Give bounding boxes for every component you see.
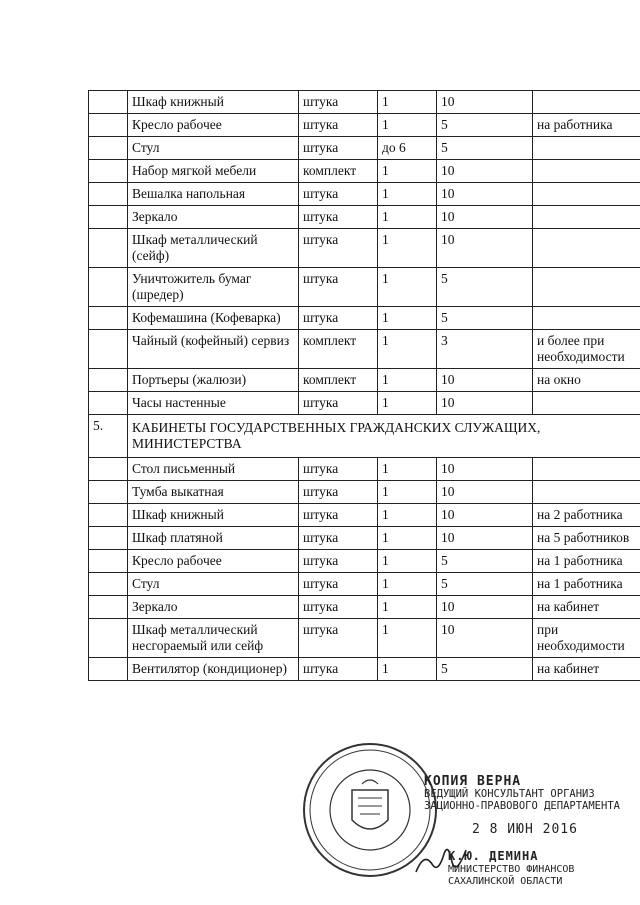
service-term-cell: 5	[437, 307, 533, 330]
unit-cell: штука	[299, 504, 378, 527]
row-number-cell	[89, 458, 128, 481]
note-cell: на 5 работников	[533, 527, 640, 550]
item-name-cell: Кофемашина (Кофеварка)	[128, 307, 299, 330]
unit-cell: штука	[299, 206, 378, 229]
item-name-cell: Шкаф книжный	[128, 91, 299, 114]
row-number-cell	[89, 658, 128, 681]
note-cell	[533, 183, 640, 206]
unit-cell: штука	[299, 481, 378, 504]
note-cell: на 1 работника	[533, 573, 640, 596]
unit-cell: штука	[299, 392, 378, 415]
quantity-cell: 1	[378, 658, 437, 681]
quantity-cell: 1	[378, 330, 437, 369]
quantity-cell: 1	[378, 114, 437, 137]
table-row	[89, 307, 640, 330]
note-cell: и более при необходимости	[533, 330, 640, 369]
quantity-cell: 1	[378, 206, 437, 229]
item-name-cell: Набор мягкой мебели	[128, 160, 299, 183]
item-name-cell: Кресло рабочее	[128, 550, 299, 573]
note-cell: на кабинет	[533, 658, 640, 681]
unit-cell: штука	[299, 596, 378, 619]
note-cell	[533, 137, 640, 160]
row-number-cell	[89, 307, 128, 330]
service-term-cell: 10	[437, 527, 533, 550]
note-cell	[533, 160, 640, 183]
quantity-cell: 1	[378, 160, 437, 183]
unit-cell: комплект	[299, 330, 378, 369]
table-row	[89, 458, 640, 481]
note-cell	[533, 458, 640, 481]
service-term-cell: 5	[437, 658, 533, 681]
item-name-cell: Тумба выкатная	[128, 481, 299, 504]
item-name-cell: Чайный (кофейный) сервиз	[128, 330, 299, 369]
table-body-part2	[89, 458, 640, 681]
table-row	[89, 527, 640, 550]
quantity-cell: 1	[378, 307, 437, 330]
item-name-cell: Стул	[128, 573, 299, 596]
service-term-cell: 10	[437, 160, 533, 183]
note-cell: на 1 работника	[533, 550, 640, 573]
item-name-cell: Зеркало	[128, 596, 299, 619]
quantity-cell: 1	[378, 458, 437, 481]
service-term-cell: 5	[437, 550, 533, 573]
item-name-cell: Шкаф платяной	[128, 527, 299, 550]
item-name-cell: Зеркало	[128, 206, 299, 229]
note-cell	[533, 307, 640, 330]
row-number-cell	[89, 619, 128, 658]
row-number-cell	[89, 160, 128, 183]
certification-stamp	[300, 710, 620, 900]
unit-cell: штука	[299, 527, 378, 550]
signer-org2: САХАЛИНСКОЙ ОБЛАСТИ	[448, 876, 563, 887]
quantity-cell: 1	[378, 91, 437, 114]
copy-title: КОПИЯ ВЕРНА	[424, 774, 522, 789]
note-cell	[533, 268, 640, 307]
unit-cell: комплект	[299, 369, 378, 392]
service-term-cell: 5	[437, 268, 533, 307]
unit-cell: штука	[299, 619, 378, 658]
service-term-cell: 10	[437, 91, 533, 114]
unit-cell: штука	[299, 137, 378, 160]
unit-cell: штука	[299, 229, 378, 268]
item-name-cell: Стул	[128, 137, 299, 160]
item-name-cell: Часы настенные	[128, 392, 299, 415]
table-row	[89, 206, 640, 229]
table-row	[89, 392, 640, 415]
row-number-cell	[89, 229, 128, 268]
table-row	[89, 183, 640, 206]
unit-cell: штука	[299, 268, 378, 307]
quantity-cell: 1	[378, 504, 437, 527]
row-number-cell	[89, 114, 128, 137]
quantity-cell: 1	[378, 392, 437, 415]
service-term-cell: 5	[437, 137, 533, 160]
row-number-cell	[89, 183, 128, 206]
quantity-cell: 1	[378, 527, 437, 550]
quantity-cell: 1	[378, 619, 437, 658]
service-term-cell: 10	[437, 504, 533, 527]
section-number: 5.	[89, 415, 128, 458]
copy-certification-text	[424, 776, 620, 812]
note-cell: при необходимости	[533, 619, 640, 658]
item-name-cell: Кресло рабочее	[128, 114, 299, 137]
service-term-cell: 5	[437, 573, 533, 596]
table-body-part1	[89, 91, 640, 415]
table-row	[89, 330, 640, 369]
item-name-cell: Шкаф металлический несгораемый или сейф	[128, 619, 299, 658]
service-term-cell: 10	[437, 392, 533, 415]
row-number-cell	[89, 137, 128, 160]
row-number-cell	[89, 330, 128, 369]
table-row	[89, 114, 640, 137]
service-term-cell: 10	[437, 619, 533, 658]
table-row	[89, 573, 640, 596]
signer-org1: МИНИСТЕРСТВО ФИНАНСОВ	[448, 864, 575, 875]
service-term-cell: 10	[437, 596, 533, 619]
row-number-cell	[89, 91, 128, 114]
quantity-cell: 1	[378, 573, 437, 596]
table-row	[89, 369, 640, 392]
note-cell	[533, 206, 640, 229]
row-number-cell	[89, 573, 128, 596]
quantity-cell: 1	[378, 268, 437, 307]
note-cell	[533, 229, 640, 268]
note-cell	[533, 481, 640, 504]
signer-name: К.Ю. ДЕМИНА	[448, 849, 539, 863]
row-number-cell	[89, 369, 128, 392]
note-cell: на 2 работника	[533, 504, 640, 527]
row-number-cell	[89, 550, 128, 573]
item-name-cell: Вешалка напольная	[128, 183, 299, 206]
signer-block	[448, 850, 574, 888]
note-cell: на кабинет	[533, 596, 640, 619]
row-number-cell	[89, 392, 128, 415]
service-term-cell: 10	[437, 458, 533, 481]
unit-cell: штука	[299, 307, 378, 330]
position-line2: ЗАЦИОННО-ПРАВОВОГО ДЕПАРТАМЕНТА	[424, 800, 620, 812]
service-term-cell: 10	[437, 206, 533, 229]
quantity-cell: до 6	[378, 137, 437, 160]
unit-cell: комплект	[299, 160, 378, 183]
table-row	[89, 504, 640, 527]
row-number-cell	[89, 504, 128, 527]
service-term-cell: 5	[437, 114, 533, 137]
note-cell: на работника	[533, 114, 640, 137]
unit-cell: штука	[299, 114, 378, 137]
row-number-cell	[89, 268, 128, 307]
note-cell	[533, 91, 640, 114]
table-row	[89, 658, 640, 681]
item-name-cell: Стол письменный	[128, 458, 299, 481]
item-name-cell: Шкаф металлический (сейф)	[128, 229, 299, 268]
position-line1: ВЕДУЩИЙ КОНСУЛЬТАНТ ОРГАНИЗ	[424, 788, 595, 800]
quantity-cell: 1	[378, 369, 437, 392]
quantity-cell: 1	[378, 229, 437, 268]
table-row	[89, 268, 640, 307]
unit-cell: штука	[299, 658, 378, 681]
unit-cell: штука	[299, 550, 378, 573]
table-row	[89, 160, 640, 183]
item-name-cell: Портьеры (жалюзи)	[128, 369, 299, 392]
row-number-cell	[89, 481, 128, 504]
quantity-cell: 1	[378, 596, 437, 619]
item-name-cell: Уничтожитель бумаг (шредер)	[128, 268, 299, 307]
service-term-cell: 3	[437, 330, 533, 369]
note-cell	[533, 392, 640, 415]
unit-cell: штука	[299, 458, 378, 481]
service-term-cell: 10	[437, 183, 533, 206]
section-title: КАБИНЕТЫ ГОСУДАРСТВЕННЫХ ГРАЖДАНСКИХ СЛУЖАЩИХ, МИНИСТЕРСТВА	[128, 415, 640, 458]
quantity-cell: 1	[378, 550, 437, 573]
item-name-cell: Шкаф книжный	[128, 504, 299, 527]
row-number-cell	[89, 527, 128, 550]
table-row	[89, 619, 640, 658]
unit-cell: штука	[299, 183, 378, 206]
unit-cell: штука	[299, 91, 378, 114]
service-term-cell: 10	[437, 369, 533, 392]
stamp-date: 2 8 ИЮН 2016	[472, 822, 578, 837]
table-row	[89, 481, 640, 504]
service-term-cell: 10	[437, 229, 533, 268]
note-cell: на окно	[533, 369, 640, 392]
row-number-cell	[89, 206, 128, 229]
unit-cell: штука	[299, 573, 378, 596]
table-row	[89, 137, 640, 160]
quantity-cell: 1	[378, 183, 437, 206]
service-term-cell: 10	[437, 481, 533, 504]
section-header	[89, 415, 640, 458]
table-row	[89, 596, 640, 619]
table-row	[89, 91, 640, 114]
table-row	[89, 229, 640, 268]
table-row	[89, 550, 640, 573]
quantity-cell: 1	[378, 481, 437, 504]
row-number-cell	[89, 596, 128, 619]
furniture-norms-table	[88, 90, 640, 681]
item-name-cell: Вентилятор (кондиционер)	[128, 658, 299, 681]
